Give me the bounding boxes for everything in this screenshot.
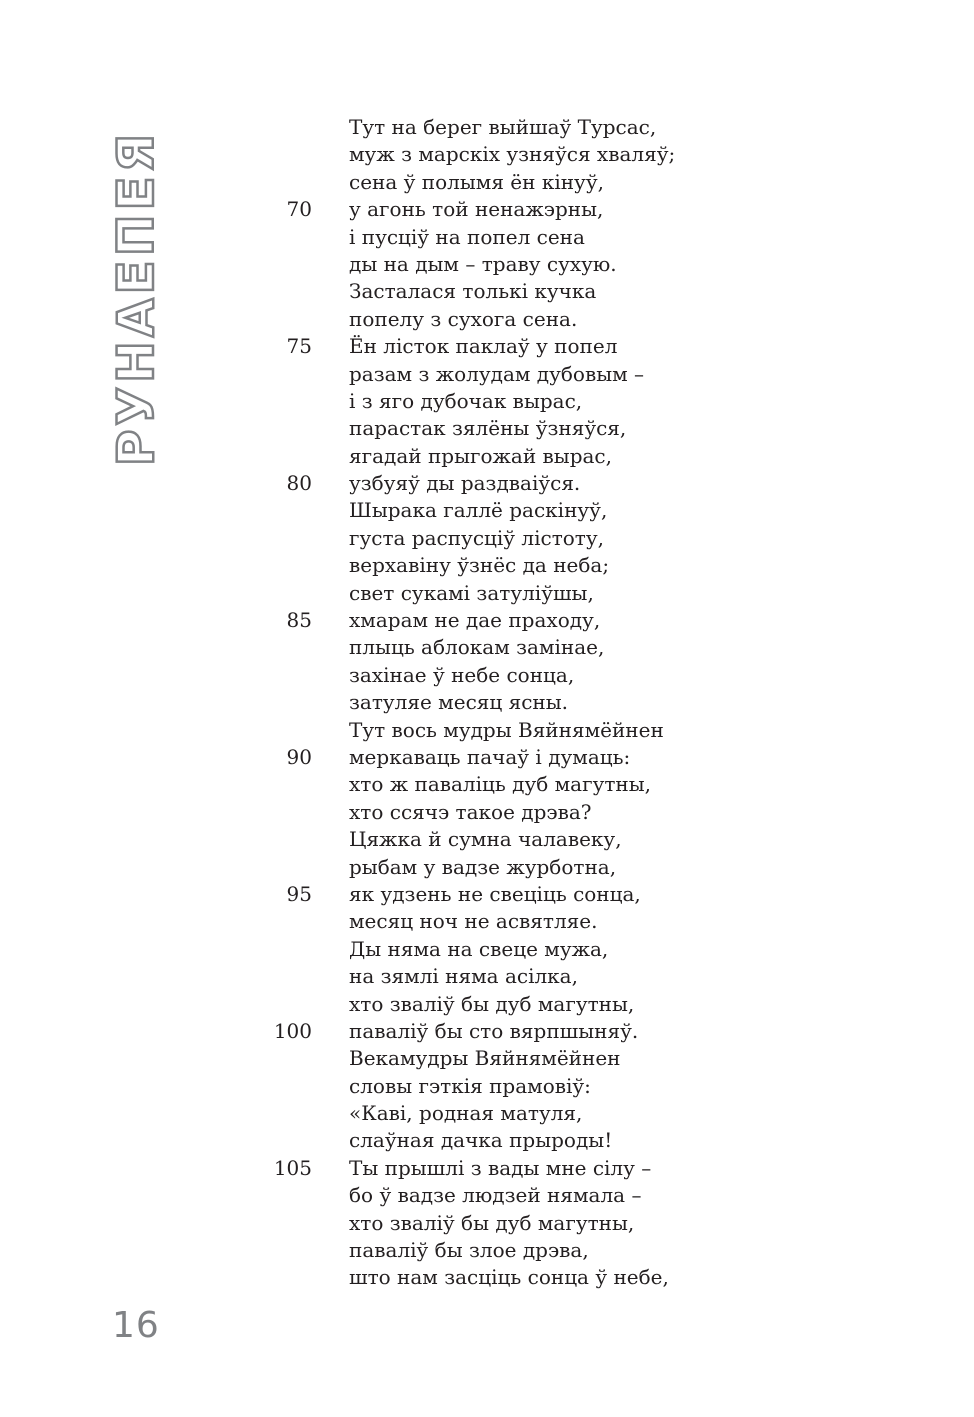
poem-line (270, 1182, 730, 1209)
line-number: 75 (286, 334, 312, 359)
line-text: паваліў бы злое дрэва, (349, 1238, 589, 1263)
poem-line (270, 306, 730, 333)
poem-line (270, 141, 730, 168)
poem-line (270, 854, 730, 881)
line-text: бо ў вадзе людзей нямала – (349, 1183, 642, 1208)
line-text: што нам засціць сонца ў небе, (349, 1265, 669, 1290)
line-text: і пусціў на попел сена (349, 224, 585, 249)
line-text: Тут на берег выйшаў Турсас, (349, 115, 657, 139)
poem-line (270, 470, 730, 497)
poem-line (270, 662, 730, 689)
line-text: Засталася толькі кучка (349, 279, 597, 304)
poem-line (270, 881, 730, 908)
line-number: 95 (286, 881, 312, 906)
poem-line (270, 333, 730, 360)
line-text: сена ў полымя ён кінуў, (349, 169, 604, 194)
line-text: Ён лісток паклаў у попел (349, 334, 618, 359)
line-text: месяц ноч не асвятляе. (349, 909, 598, 934)
line-text: Цяжка й сумна чалавеку, (349, 827, 622, 852)
poem-line (270, 1210, 730, 1237)
line-text: ягадай прыгожай вырас, (349, 443, 612, 468)
poem-line (270, 991, 730, 1018)
line-text: хто ж паваліць дуб магутны, (349, 772, 652, 797)
poem-line (270, 607, 730, 634)
poem-line (270, 771, 730, 798)
line-text: хмарам не дае праходу, (349, 608, 601, 633)
poem-line (270, 361, 730, 388)
poem-line (270, 114, 730, 141)
poem-line (270, 1155, 730, 1182)
poem-line (270, 552, 730, 579)
line-text: Ды няма на свеце мужа, (349, 936, 609, 961)
line-text: муж з марскіх узняўся хваляў; (349, 142, 676, 167)
line-text: паваліў бы сто вярпшыняў. (349, 1018, 639, 1043)
page-number: 16 (112, 1305, 160, 1346)
line-text: хто ссячэ такое дрэва? (349, 799, 592, 824)
line-text: і з яго дубочак вырас, (349, 388, 583, 413)
poem-line (270, 908, 730, 935)
poem-line (270, 826, 730, 853)
poem-line (270, 251, 730, 278)
poem-line (270, 1127, 730, 1154)
poem-line (270, 497, 730, 524)
line-text: Шырака галлё раскінуў, (349, 498, 608, 523)
poem-line (270, 634, 730, 661)
line-text: Векамудры Вяйнямёйнен (349, 1046, 621, 1071)
line-text: словы гэткія прамовіў: (349, 1073, 591, 1098)
poem-line (270, 744, 730, 771)
line-text: меркаваць пачаў і думаць: (349, 744, 631, 769)
line-number: 90 (286, 744, 312, 769)
poem-line (270, 1045, 730, 1072)
line-text: верхавіну ўзнёс да неба; (349, 553, 610, 578)
line-text: слаўная дачка прыроды! (349, 1128, 613, 1153)
line-text: хто зваліў бы дуб магутны, (349, 1210, 635, 1235)
poem-line (270, 689, 730, 716)
poem-line (270, 1018, 730, 1045)
poem-line (270, 1264, 730, 1291)
line-text: попелу з сухога сена. (349, 306, 578, 331)
poem-line (270, 443, 730, 470)
poem-line (270, 525, 730, 552)
poem-line (270, 936, 730, 963)
line-text: свет сукамі затуліўшы, (349, 580, 594, 605)
poem-text-block (270, 114, 730, 1292)
side-title-block (104, 112, 168, 484)
poem-line (270, 278, 730, 305)
line-text: Тут вось мудры Вяйнямёйнен (349, 717, 664, 742)
poem-line (270, 415, 730, 442)
line-text: у агонь той ненажэрны, (349, 197, 604, 222)
poem-line (270, 717, 730, 744)
line-text: як удзень не свеціць сонца, (349, 881, 641, 906)
line-text: затуляе месяц ясны. (349, 690, 569, 715)
line-text: рыбам у вадзе журботна, (349, 854, 617, 879)
side-title: РУНАЕПЕЯ (107, 129, 165, 467)
poem-line (270, 1100, 730, 1127)
line-text: захінае ў небе сонца, (349, 662, 575, 687)
line-number: 80 (286, 471, 312, 496)
poem-line (270, 963, 730, 990)
line-text: разам з жолудам дубовым – (349, 361, 645, 386)
line-number: 105 (273, 1155, 312, 1180)
line-text: хто зваліў бы дуб магутны, (349, 991, 635, 1016)
poem-line (270, 1237, 730, 1264)
line-text: Ты прышлі з вады мне сілу – (349, 1155, 652, 1180)
line-text: ды на дым – траву сухую. (349, 251, 617, 276)
poem-line (270, 196, 730, 223)
poem-line (270, 169, 730, 196)
line-text: «Каві, родная матуля, (349, 1101, 583, 1126)
poem-line (270, 224, 730, 251)
poem-line (270, 580, 730, 607)
line-text: плыць аблокам замінае, (349, 635, 605, 660)
line-text: узбуяў ды раздваіўся. (349, 471, 581, 496)
line-text: парастак зялёны ўзняўся, (349, 416, 627, 441)
line-number: 70 (286, 197, 312, 222)
line-number: 100 (273, 1018, 312, 1043)
poem-line (270, 388, 730, 415)
poem-line (270, 799, 730, 826)
line-number: 85 (286, 608, 312, 633)
line-text: густа распусціў лістоту, (349, 525, 604, 550)
poem-line (270, 1073, 730, 1100)
line-text: на зямлі няма асілка, (349, 964, 578, 989)
